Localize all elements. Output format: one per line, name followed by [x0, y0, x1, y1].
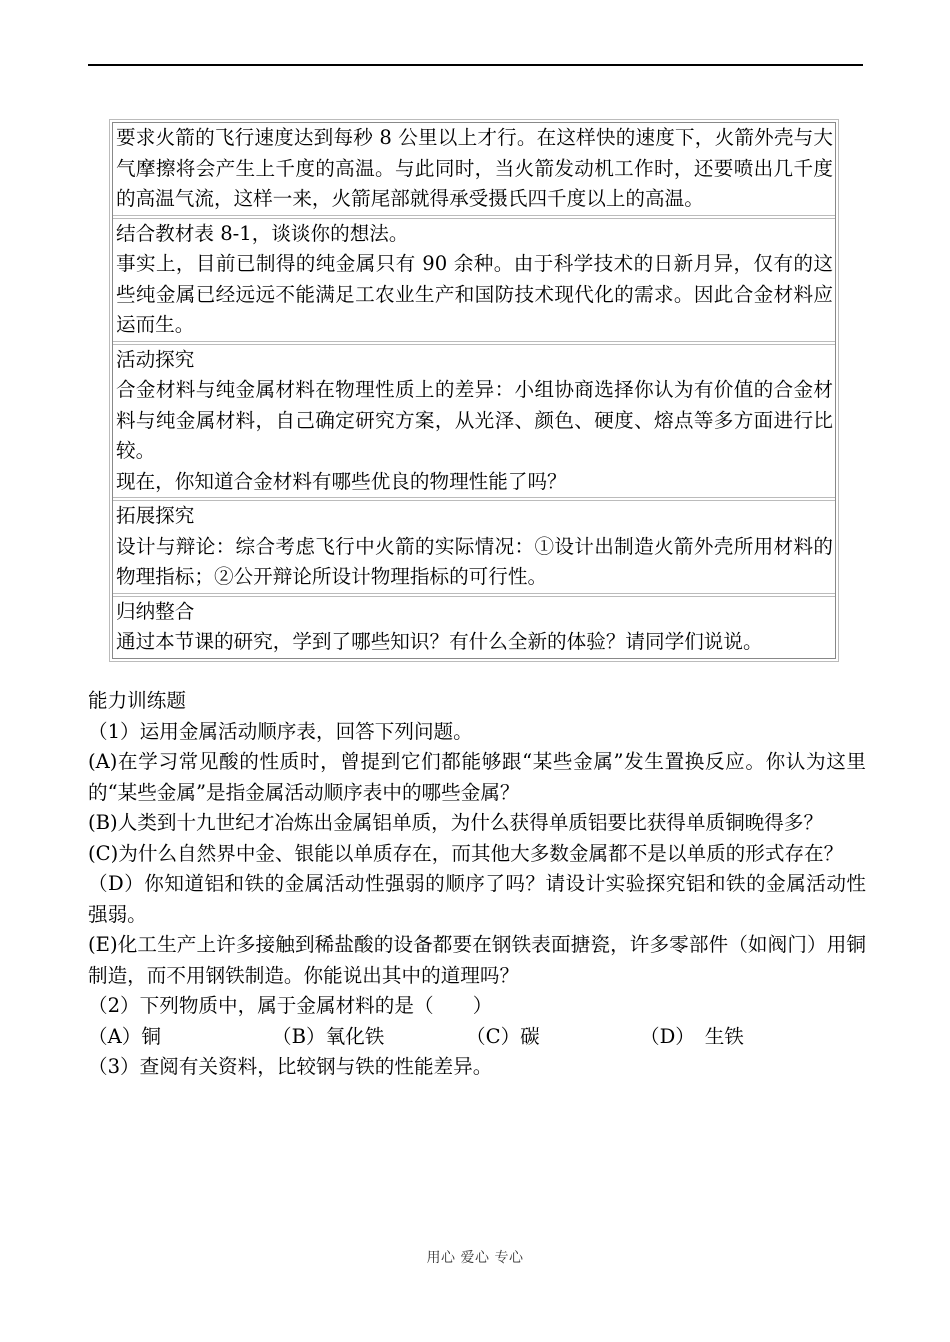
question-1e: (E)化工生产上许多接触到稀盐酸的设备都要在钢铁表面搪瓷，许多零部件（如阀门）用铜制造，而不用钢铁制造。你能说出其中的道理吗？ — [88, 933, 866, 987]
paragraph: 设计与辩论：综合考虑飞行中火箭的实际情况：①设计出制造火箭外壳所用材料的物理指标；②公开辩论所设计物理指标的可行性。 — [116, 534, 833, 588]
question-1a: (A)在学习常见酸的性质时，曾提到它们都能够跟“某些金属”发生置换反应。你认为这里的“某些金属”是指金属活动顺序表中的哪些金属？ — [88, 750, 866, 804]
option-d: （D） 生铁 — [640, 1024, 744, 1048]
section-title: 拓展探究 — [116, 504, 195, 527]
paragraph: 事实上，目前已制得的纯金属只有 90 余种。由于科学技术的日新月异，仅有的这些纯金属已经远远不能满足工农业生产和国防技术现代化的需求。因此合金材料应运而生。 — [116, 252, 833, 336]
option-c: （C）碳 — [466, 1024, 540, 1048]
option-a: （A）铜 — [88, 1024, 161, 1048]
paragraph: 结合教材表 8-1，谈谈你的想法。 — [116, 221, 409, 245]
question-2: （2）下列物质中，属于金属材料的是（ ） — [88, 994, 493, 1017]
paragraph: 合金材料与纯金属材料在物理性质上的差异：小组协商选择你认为有价值的合金材料与纯金属材料，自己确定研究方案，从光泽、颜色、硬度、熔点等多方面进行比较。 — [116, 378, 833, 462]
question-1b: (B)人类到十九世纪才冶炼出金属铝单质，为什么获得单质铝要比获得单质铜晚得多？ — [88, 811, 824, 834]
table-cell-activity-inquiry — [113, 345, 835, 502]
paragraph: 要求火箭的飞行速度达到每秒 8 公里以上才行。在这样快的速度下，火箭外壳与大气摩擦将会产生上千度的高温。与此同时，当火箭发动机工作时，还要喷出几千度的高温气流，这样一来，火箭尾部就得承受摄氏四千度以上的高温。 — [116, 126, 833, 210]
question-3: （3）查阅有关资料，比较钢与铁的性能差异。 — [88, 1055, 493, 1078]
exercises-heading: 能力训练题 — [88, 689, 186, 712]
table-cell-rocket-temperature — [113, 123, 835, 219]
lesson-table — [112, 122, 836, 659]
section-title: 活动探究 — [116, 347, 195, 371]
header-rule — [88, 64, 863, 66]
paragraph: 通过本节课的研究，学到了哪些知识？有什么全新的体验？请同学们说说。 — [116, 630, 763, 653]
section-title: 归纳整合 — [116, 599, 195, 623]
exercises-section — [88, 686, 866, 1083]
table-cell-extended-inquiry — [113, 501, 835, 597]
question-1: （1）运用金属活动顺序表，回答下列问题。 — [88, 719, 473, 743]
table-cell-textbook-discussion — [113, 219, 835, 345]
table-cell-summary — [113, 597, 835, 658]
option-b: （B）氧化铁 — [272, 1024, 385, 1048]
page-footer: 用心 爱心 专心 — [426, 1250, 524, 1266]
paragraph: 现在，你知道合金材料有哪些优良的物理性能了吗？ — [116, 469, 567, 493]
question-2-options — [88, 1022, 866, 1053]
question-1c: (C)为什么自然界中金、银能以单质存在，而其他大多数金属都不是以单质的形式存在？ — [88, 841, 844, 865]
question-1d: （D）你知道铝和铁的金属活动性强弱的顺序了吗？请设计实验探究铝和铁的金属活动性强弱。 — [88, 872, 866, 926]
